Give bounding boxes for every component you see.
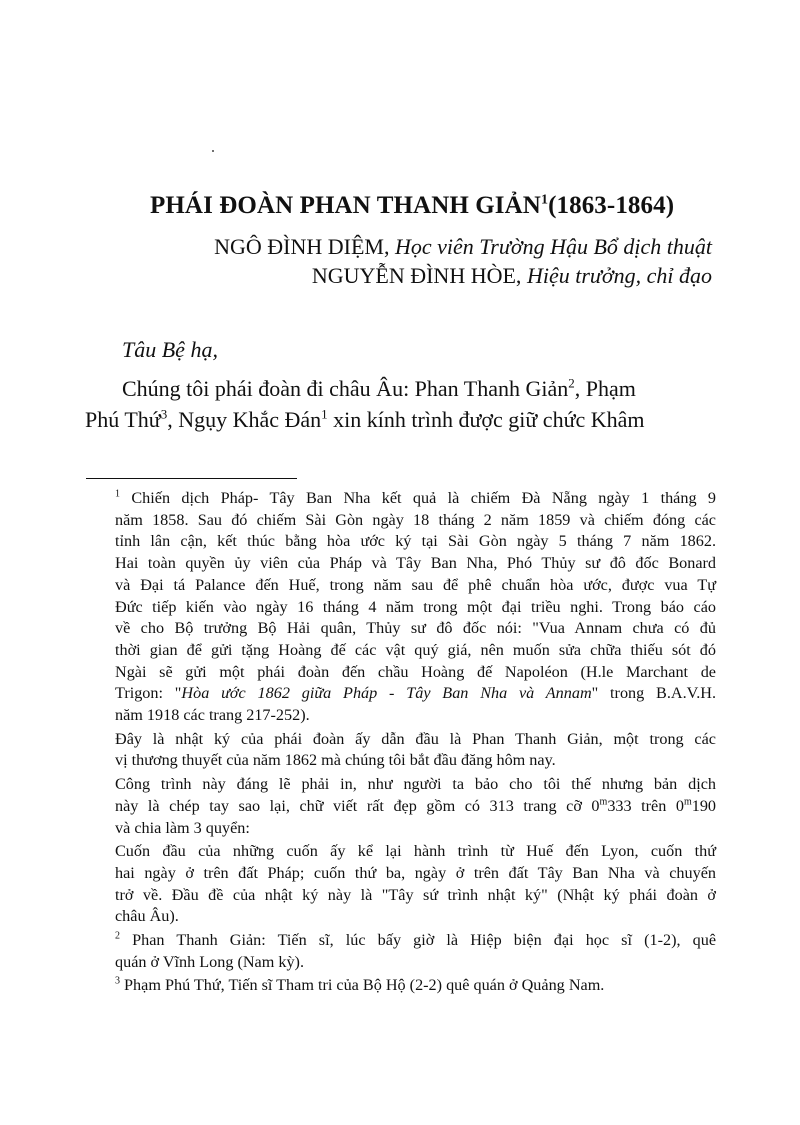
salutation: Tâu Bệ hạ, <box>122 337 218 362</box>
byline-director: NGUYỄN ĐÌNH HÒE, Hiệu trưởng, chỉ đạo <box>311 263 712 288</box>
footnotes <box>88 488 716 999</box>
footnote-3: $^3$ Phạm Phú Thứ, Tiến sĩ Tham tri của Bộ Hộ (2-2) quê quán ở Quảng Nam. <box>115 976 605 995</box>
footnote-paragraph-2: Đây là nhật ký của phái đoàn ấy dẫn đầu là Phan Thanh Giản, một trong các vị thương thuyết của năm 1862 mà chúng tôi bắt đầu đăng hôm nay. <box>115 729 716 770</box>
title-footnote-ref: 1 <box>540 192 549 208</box>
body-line: Phú Thứ$^3$, Ngụy Khắc Đán$^1$ xin kính trình được giữ chức Khâm <box>85 406 645 432</box>
body-line: Chúng tôi phái đoàn đi châu Âu: Phan Thanh Giản$^2$, Phạm <box>122 375 636 401</box>
footnote-paragraph-3: Công trình này đáng lẽ phải in, như người ta bảo cho tôi thế nhưng bản dịch này là chép tay sao lại, chữ viết rất đẹp gồm có 313 trang cỡ 0$^m$333 trên 0$^m$190 và chia làm 3 quyển: <box>115 775 716 837</box>
footnote-2: $^2$ Phan Thanh Giản: Tiến sĩ, lúc bấy giờ là Hiệp biện đại học sĩ (1-2), quê quán ở Vĩnh Long (Nam kỳ). <box>115 930 716 971</box>
body-paragraph <box>85 373 714 435</box>
footnote-1: $^1$ Chiến dịch Pháp- Tây Ban Nha kết quả là chiếm Đà Nẵng ngày 1 tháng 9 năm 1858. Sau đó chiếm Sài Gòn ngày 18 tháng 2 năm 1859 và chiếm đóng các tỉnh lân cận, kết thúc bằng hòa ước ký tại Sài Gòn ngày 5 tháng 7 năm 1862. Hai toàn quyền ủy viên của Pháp và Tây Ban Nha, Phó Thủy sư đô đốc Bonard và Đại tá Palance đến Huế, trong năm sau để phê chuẩn hòa ước, được vua Tự Đức tiếp kiến vào ngày 16 tháng 4 năm trong một đại triều nghi. Trong báo cáo về cho Bộ trưởng Bộ Hải quân, Thủy sư đô đốc nói: "Vua Annam chưa có đủ thời gian để gửi tặng Hoàng đế các vật quý giá, nên muốn sửa chữa thiếu sót đó Ngài sẽ gửi một phái đoàn đến chầu Hoàng đế Napoléon (H.le Marchant de Trigon: "Hòa ước 1862 giữa Pháp - Tây Ban Nha và Annam" trong B.A.V.H. năm 1918 các trang 217-252). <box>115 488 716 725</box>
footnote-separator <box>86 478 297 479</box>
footnote-paragraph-4: Cuốn đầu của những cuốn ấy kể lại hành trình từ Huế đến Lyon, cuốn thứ hai ngày ở trên đất Pháp; cuốn thứ ba, ngày ở trên đất Tây Ban Nha và chuyến trở về. Đầu đề của nhật ký này là "Tây sứ trình nhật ký" (Nhật ký phái đoàn ở châu Âu). <box>115 842 716 926</box>
byline-translator: NGÔ ĐÌNH DIỆM, Học viên Trường Hậu Bổ dịch thuật <box>214 234 712 259</box>
article-title: PHÁI ĐOÀN PHAN THANH GIẢN$^1$(1863-1864) <box>150 192 675 219</box>
scan-speck <box>212 150 214 152</box>
